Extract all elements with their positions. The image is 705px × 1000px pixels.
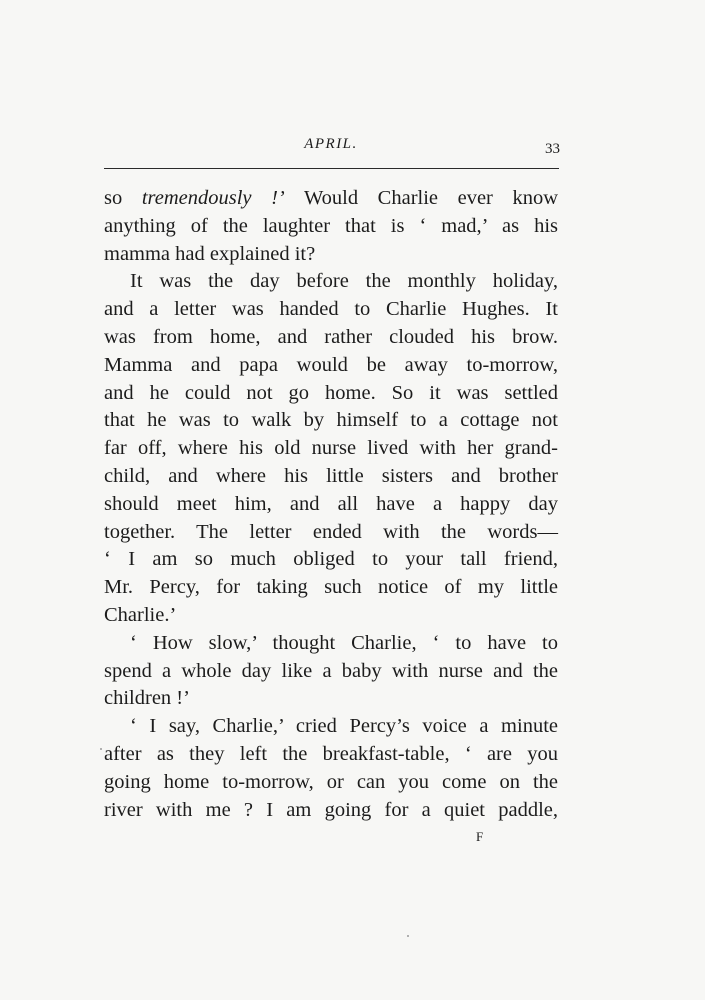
body-text bbox=[104, 185, 558, 824]
italic-phrase: tremendously !’ bbox=[141, 187, 285, 209]
header-rule bbox=[104, 168, 559, 169]
text-line: anything of the laughter that is ‘ mad,’ as his bbox=[104, 214, 558, 237]
running-head bbox=[104, 136, 558, 166]
text-line: Mr. Percy, for taking such notice of my little bbox=[104, 576, 558, 599]
text-line: ‘ How slow,’ thought Charlie, ‘ to have to bbox=[130, 631, 558, 654]
text-line: children !’ bbox=[104, 687, 190, 710]
signature-mark: F bbox=[476, 829, 485, 844]
text-line: far off, where his old nurse lived with her grand- bbox=[104, 437, 558, 460]
page-number: 33 bbox=[545, 141, 560, 157]
text-line: and he could not go home. So it was settled bbox=[104, 381, 558, 404]
text-line: after as they left the breakfast-table, ‘ are you bbox=[104, 742, 558, 765]
text-line: that he was to walk by himself to a cottage not bbox=[104, 409, 558, 432]
paper-speck bbox=[100, 748, 102, 750]
text-line: Charlie.’ bbox=[104, 603, 177, 626]
text-line: going home to-morrow, or can you come on the bbox=[104, 770, 558, 793]
text-line: It was the day before the monthly holiday, bbox=[130, 270, 558, 293]
text-line: together. The letter ended with the words— bbox=[104, 520, 558, 543]
text-line: ‘ I say, Charlie,’ cried Percy’s voice a minute bbox=[130, 715, 558, 738]
paper-speck bbox=[407, 935, 409, 937]
text-line: and a letter was handed to Charlie Hughes. It bbox=[104, 298, 558, 321]
text-line: ‘ I am so much obliged to your tall friend, bbox=[104, 548, 558, 571]
text-line: river with me ? I am going for a quiet paddle, bbox=[104, 798, 558, 821]
running-title: APRIL. bbox=[304, 136, 358, 152]
text-line: so tremendously !’ Would Charlie ever know bbox=[104, 187, 558, 209]
text-line: should meet him, and all have a happy day bbox=[104, 492, 558, 515]
text-line: mamma had explained it? bbox=[104, 242, 316, 265]
text-line: was from home, and rather clouded his brow. bbox=[104, 325, 558, 348]
text-line: Mamma and papa would be away to-morrow, bbox=[104, 353, 558, 376]
text-line: child, and where his little sisters and brother bbox=[104, 464, 558, 487]
text-line: spend a whole day like a baby with nurse and the bbox=[104, 659, 558, 682]
